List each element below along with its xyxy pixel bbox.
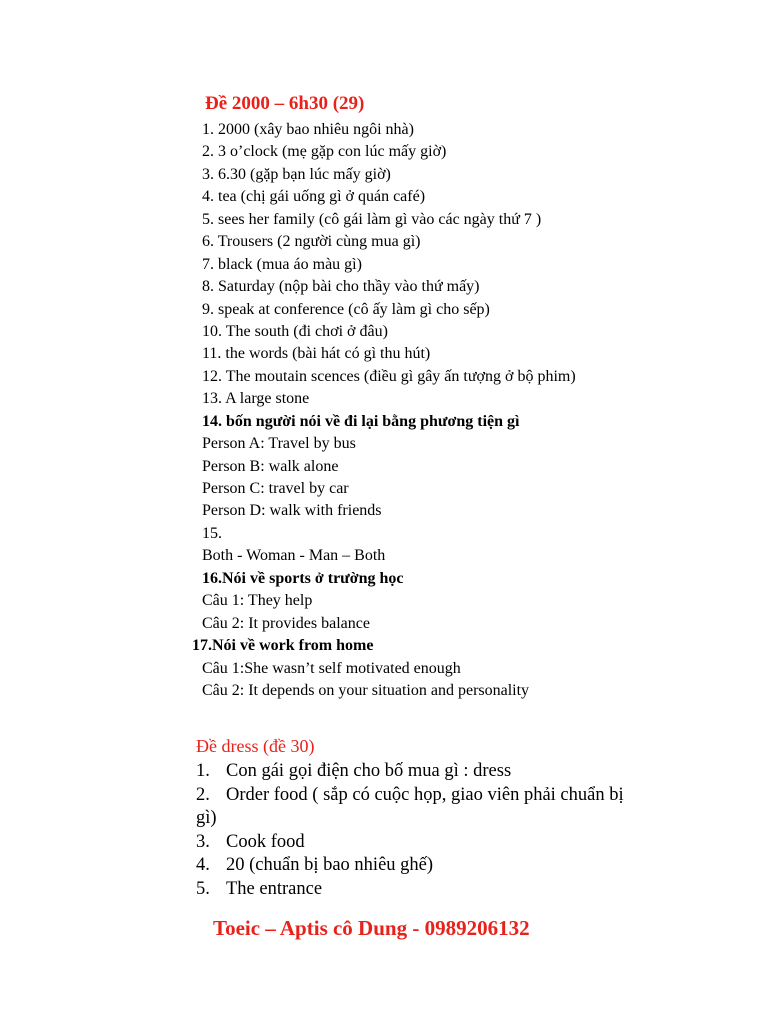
item-text-continuation: gì) xyxy=(196,808,217,828)
answer-line-12: 12. The moutain scences (điều gì gây ấn tượng ở bộ phim) xyxy=(202,367,576,385)
question-14-heading: 14. bốn người nói về đi lại bằng phương tiện gì xyxy=(202,412,520,430)
answer-line-6: 6. Trousers (2 người cùng mua gì) xyxy=(202,233,421,251)
item-number: 5. xyxy=(196,878,210,899)
list-item xyxy=(196,760,676,784)
answer-line-8: 8. Saturday (nộp bài cho thầy vào thứ mấy) xyxy=(202,278,480,296)
item-number: 4. xyxy=(196,855,210,875)
answer-line-13: 13. A large stone xyxy=(202,390,310,408)
item-number: 2. xyxy=(196,784,210,805)
question-17-answer-1: Câu 1:She wasn’t self motivated enough xyxy=(202,659,461,677)
person-a-line: Person A: Travel by bus xyxy=(202,435,356,453)
answer-line-10: 10. The south (đi chơi ở đâu) xyxy=(202,322,388,340)
answer-line-4: 4. tea (chị gái uống gì ở quán café) xyxy=(202,188,426,206)
answer-line-1: 1. 2000 (xây bao nhiêu ngôi nhà) xyxy=(202,121,414,138)
footer-contact: Toeic – Aptis cô Dung - 0989206132 xyxy=(213,916,530,940)
person-d-line: Person D: walk with friends xyxy=(202,502,382,520)
question-16-heading: 16.Nói về sports ở trường học xyxy=(202,569,404,587)
list-item xyxy=(196,878,676,902)
answer-line-11: 11. the words (bài hát có gì thu hút) xyxy=(202,345,431,363)
answer-line-3: 3. 6.30 (gặp bạn lúc mấy giờ) xyxy=(202,165,391,183)
answer-line-9: 9. speak at conference (cô ấy làm gì cho sếp) xyxy=(202,300,490,318)
item-text: Order food ( sắp có cuộc họp, giao viên phải chuẩn bị xyxy=(226,784,624,805)
list-item xyxy=(196,784,676,808)
person-b-line: Person B: walk alone xyxy=(202,457,339,475)
item-text: 20 (chuẩn bị bao nhiêu ghế) xyxy=(226,855,434,875)
item-text: Con gái gọi điện cho bố mua gì : dress xyxy=(226,761,512,781)
section1-title: Đề 2000 – 6h30 (29) xyxy=(205,93,365,114)
section1-answer-list xyxy=(192,119,722,702)
question-16-answer-2: Câu 2: It provides balance xyxy=(202,614,370,632)
item-text: The entrance xyxy=(226,878,323,899)
answer-line-5: 5. sees her family (cô gái làm gì vào các ngày thứ 7 ) xyxy=(202,210,542,228)
item-number: 3. xyxy=(196,831,210,852)
list-item xyxy=(196,854,676,878)
person-c-line: Person C: travel by car xyxy=(202,480,349,497)
answer-line-7: 7. black (mua áo màu gì) xyxy=(202,255,362,273)
question-15-answer: Both - Woman - Man – Both xyxy=(202,547,386,565)
item-text: Cook food xyxy=(226,831,305,852)
question-16-answer-1: Câu 1: They help xyxy=(202,592,313,610)
section2-answer-list xyxy=(196,760,676,901)
question-17-heading: 17.Nói về work from home xyxy=(192,637,374,655)
list-item xyxy=(196,831,676,855)
section2-title: Đề dress (đề 30) xyxy=(196,736,315,756)
answer-line-2: 2. 3 o’clock (mẹ gặp con lúc mấy giờ) xyxy=(202,143,447,161)
question-15-heading: 15. xyxy=(202,524,222,542)
item-number: 1. xyxy=(196,761,210,781)
question-17-answer-2: Câu 2: It depends on your situation and personality xyxy=(202,681,530,699)
